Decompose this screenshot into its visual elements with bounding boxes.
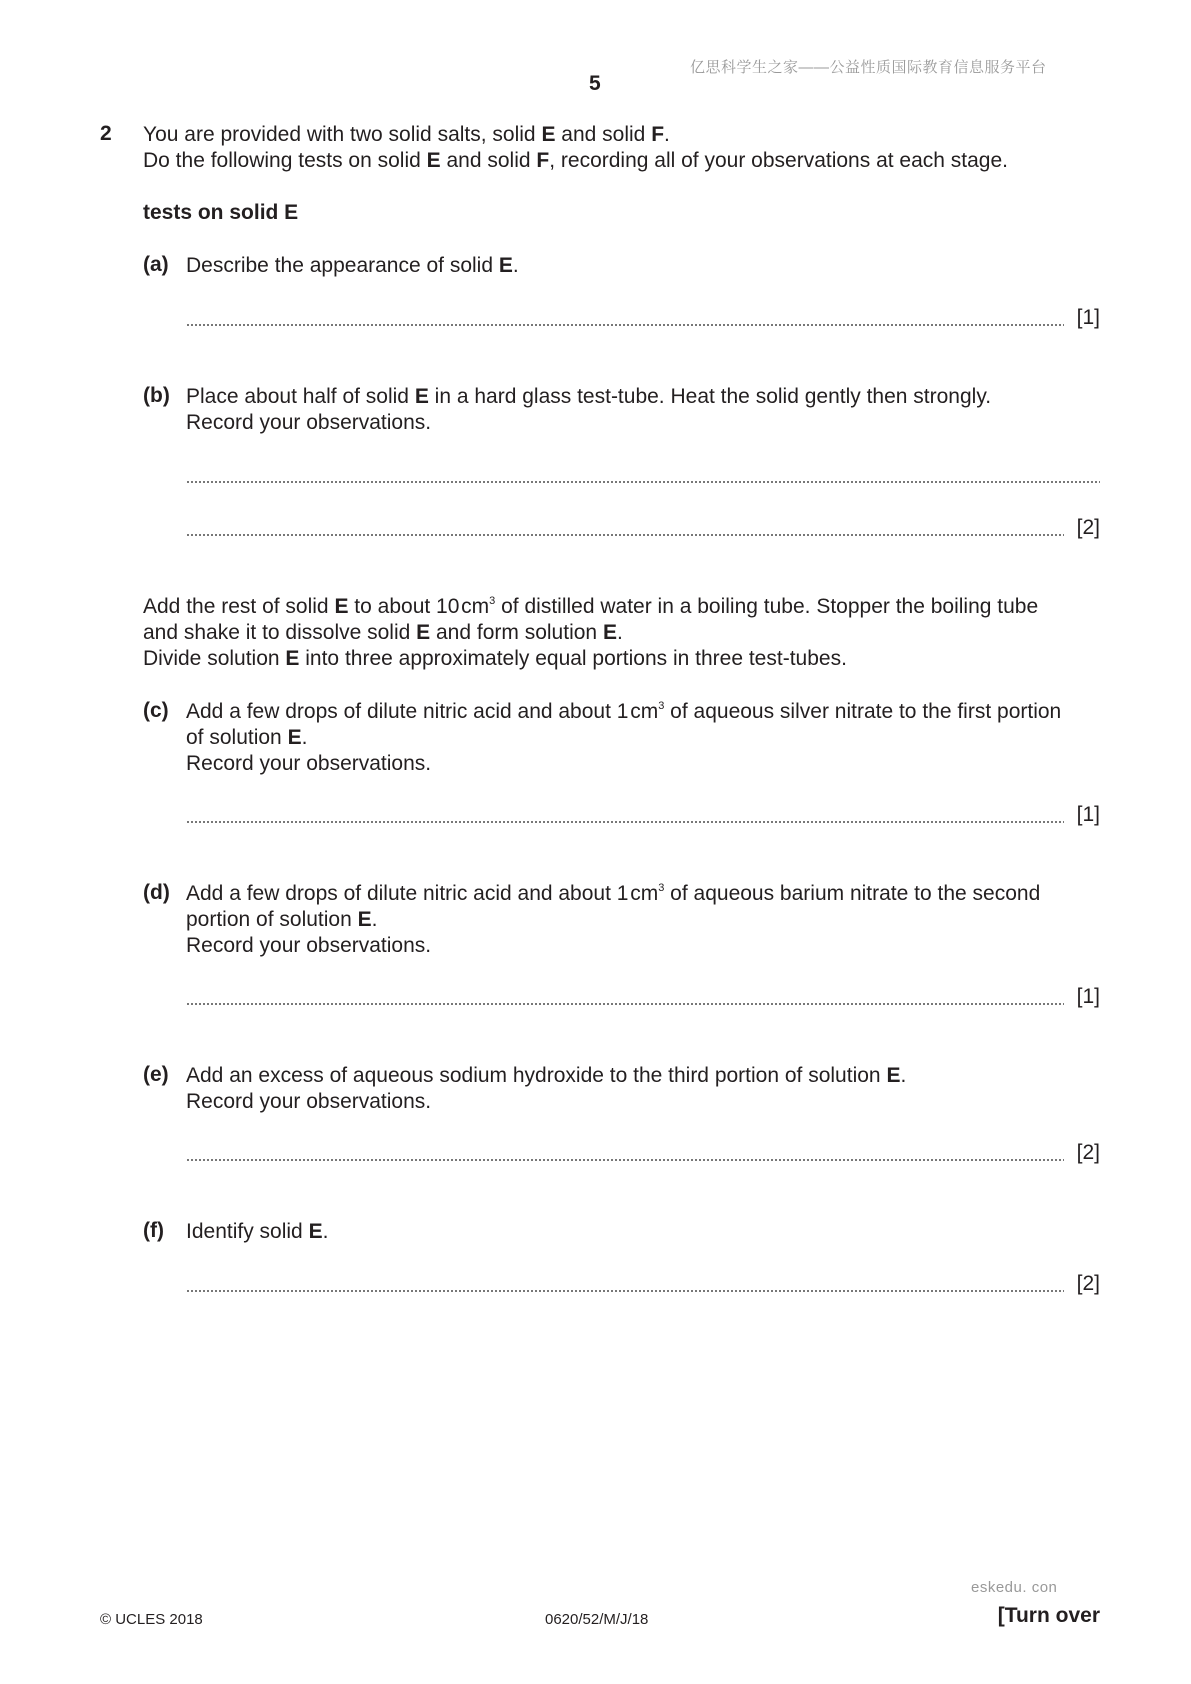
part-f-label: (f) (143, 1219, 164, 1242)
mark-b: [2] (1076, 516, 1100, 539)
part-c-text-2: of solution E. (186, 726, 308, 749)
page-number: 5 (589, 72, 601, 95)
part-d-text-1: Add a few drops of dilute nitric acid and about 1 $cm^3$ of aqueous barium nitrate to the second (186, 882, 1041, 905)
instructions-line-1: Add the rest of solid E to about 10 $cm^3$ of distilled water in a boiling tube. Stopper the boiling tube (143, 595, 1039, 618)
part-d-text-3: Record your observations. (186, 934, 432, 957)
intro-line-2: Do the following tests on solid E and solid F, recording all of your observations at each stage. (143, 149, 1008, 172)
part-c-label: (c) (143, 699, 169, 722)
mark-e: [2] (1076, 1141, 1100, 1164)
mark-f: [2] (1076, 1272, 1100, 1295)
answer-line-f[interactable] (186, 1290, 1064, 1292)
part-c-text-3: Record your observations. (186, 752, 432, 775)
answer-line-c[interactable] (186, 821, 1064, 823)
turn-over: [Turn over (997, 1604, 1100, 1627)
answer-line-d[interactable] (186, 1003, 1064, 1005)
mark-d: [1] (1076, 985, 1100, 1008)
part-f-text: Identify solid E. (186, 1220, 329, 1243)
instructions-line-3: Divide solution E into three approximately equal portions in three test-tubes. (143, 647, 847, 670)
instructions-line-2: and shake it to dissolve solid E and form solution E. (143, 621, 623, 644)
part-a-text: Describe the appearance of solid E. (186, 254, 519, 277)
site-watermark: eskedu. con (971, 1579, 1058, 1596)
answer-line-b-2[interactable] (186, 534, 1064, 536)
answer-line-b-1[interactable] (186, 481, 1100, 483)
answer-line-a[interactable] (186, 324, 1064, 326)
mark-c: [1] (1076, 803, 1100, 826)
paper-code: 0620/52/M/J/18 (545, 1611, 649, 1628)
part-a-label: (a) (143, 253, 169, 276)
part-d-label: (d) (143, 881, 170, 904)
part-c-text-1: Add a few drops of dilute nitric acid and about 1 $cm^3$ of aqueous silver nitrate to the first portion (186, 700, 1062, 723)
answer-line-e[interactable] (186, 1159, 1064, 1161)
part-b-text-2: Record your observations. (186, 411, 432, 434)
watermark-text: 亿思科学生之家——公益性质国际教育信息服务平台 (690, 59, 1047, 76)
intro-line-1: You are provided with two solid salts, solid E and solid F. (143, 123, 670, 146)
part-e-text-2: Record your observations. (186, 1090, 432, 1113)
section-heading: tests on solid E (143, 201, 299, 224)
part-e-text-1: Add an excess of aqueous sodium hydroxide to the third portion of solution E. (186, 1064, 907, 1087)
part-b-label: (b) (143, 384, 170, 407)
part-e-label: (e) (143, 1063, 169, 1086)
copyright: © UCLES 2018 (100, 1611, 203, 1628)
mark-a: [1] (1076, 306, 1100, 329)
question-number: 2 (100, 122, 112, 145)
part-d-text-2: portion of solution E. (186, 908, 378, 931)
part-b-text-1: Place about half of solid E in a hard glass test-tube. Heat the solid gently then strongly. (186, 385, 992, 408)
